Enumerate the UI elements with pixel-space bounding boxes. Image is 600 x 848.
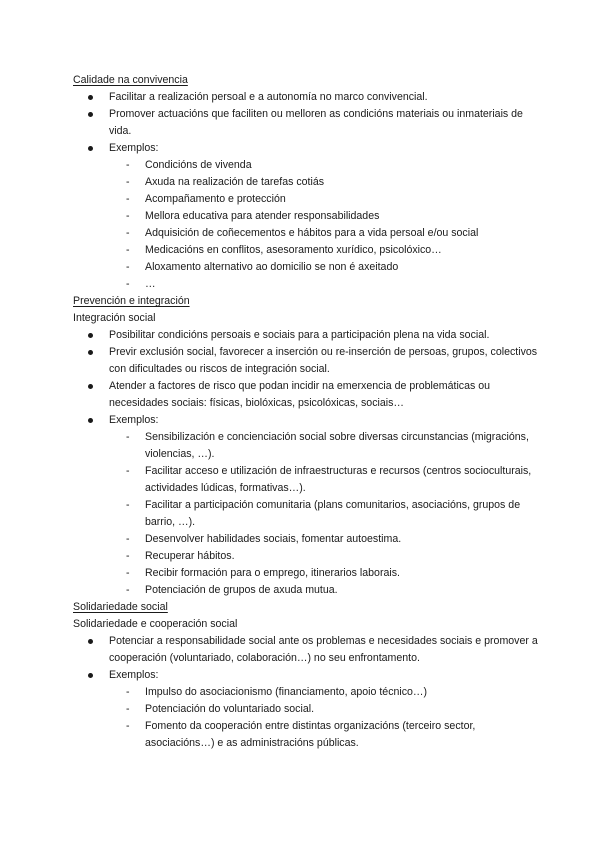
dash-icon: - bbox=[126, 465, 130, 477]
example-text: … bbox=[145, 278, 156, 290]
example-item bbox=[109, 463, 543, 497]
bullet-text: Facilitar a realización persoal e a autonomía no marco convivencial. bbox=[109, 91, 428, 103]
bullet-text: Exemplos: bbox=[109, 669, 159, 681]
bullet-item bbox=[73, 378, 543, 412]
example-item bbox=[109, 531, 543, 548]
bullet-item bbox=[73, 667, 543, 752]
example-item bbox=[109, 174, 543, 191]
example-item bbox=[109, 191, 543, 208]
example-item bbox=[109, 429, 543, 463]
bullet-text: Atender a factores de risco que podan incidir na emerxencia de problemáticas ou necesidades sociais: físicas, biolóxicas, psicolóxicas, sociais… bbox=[109, 380, 491, 409]
bullet-icon bbox=[88, 639, 93, 644]
dash-icon: - bbox=[126, 703, 130, 715]
example-text: Recibir formación para o emprego, itinerarios laborais. bbox=[145, 567, 400, 579]
dash-icon: - bbox=[126, 278, 130, 290]
example-text: Mellora educativa para atender responsabilidades bbox=[145, 210, 380, 222]
section-heading: Solidariedade social bbox=[73, 601, 168, 613]
dash-icon: - bbox=[126, 499, 130, 511]
bullet-text: Promover actuacións que faciliten ou melloren as condicións materiais ou inmateriais de vida. bbox=[109, 108, 523, 137]
bullet-list bbox=[73, 633, 543, 752]
example-text: Potenciación do voluntariado social. bbox=[145, 703, 315, 715]
bullet-list bbox=[73, 89, 543, 293]
bullet-icon bbox=[88, 350, 93, 355]
example-text: Recuperar hábitos. bbox=[145, 550, 235, 562]
example-text: Adquisición de coñecementos e hábitos para a vida persoal e/ou social bbox=[145, 227, 479, 239]
section-heading: Prevención e integración bbox=[73, 295, 190, 307]
section-subheading: Solidariedade e cooperación social bbox=[73, 618, 238, 630]
example-list bbox=[73, 684, 543, 752]
example-item bbox=[109, 497, 543, 531]
bullet-text: Posibilitar condicións persoais e sociais para a participación plena na vida social. bbox=[109, 329, 490, 341]
bullet-text: Potenciar a responsabilidade social ante os problemas e necesidades sociais e promover a cooperación (voluntariado, colaboración…) no seu enfrontamento. bbox=[109, 635, 538, 664]
bullet-item bbox=[73, 89, 543, 106]
bullet-item bbox=[73, 106, 543, 140]
dash-icon: - bbox=[126, 193, 130, 205]
example-item bbox=[109, 157, 543, 174]
dash-icon: - bbox=[126, 176, 130, 188]
example-item bbox=[109, 718, 543, 752]
dash-icon: - bbox=[126, 720, 130, 732]
bullet-text: Exemplos: bbox=[109, 414, 159, 426]
example-item bbox=[109, 701, 543, 718]
bullet-icon bbox=[88, 418, 93, 423]
bullet-item bbox=[73, 327, 543, 344]
bullet-item bbox=[73, 140, 543, 293]
example-text: Sensibilización e concienciación social sobre diversas circunstancias (migracións, violencias, …). bbox=[145, 431, 529, 460]
bullet-icon bbox=[88, 146, 93, 151]
example-item bbox=[109, 548, 543, 565]
dash-icon: - bbox=[126, 261, 130, 273]
dash-icon: - bbox=[126, 550, 130, 562]
bullet-icon bbox=[88, 673, 93, 678]
bullet-icon bbox=[88, 384, 93, 389]
section-heading: Calidade na convivencia bbox=[73, 74, 188, 86]
example-text: Facilitar acceso e utilización de infraestructuras e recursos (centros socioculturais, actividades lúdicas, formativas…). bbox=[145, 465, 532, 494]
dash-icon: - bbox=[126, 227, 130, 239]
example-item bbox=[109, 242, 543, 259]
bullet-icon bbox=[88, 112, 93, 117]
example-item bbox=[109, 259, 543, 276]
bullet-list bbox=[73, 327, 543, 599]
bullet-text: Previr exclusión social, favorecer a inserción ou re-inserción de persoas, grupos, colectivos con dificultades ou riscos de integración social. bbox=[109, 346, 538, 375]
section-subheading: Integración social bbox=[73, 312, 156, 324]
example-text: Potenciación de grupos de axuda mutua. bbox=[145, 584, 338, 596]
dash-icon: - bbox=[126, 567, 130, 579]
dash-icon: - bbox=[126, 584, 130, 596]
example-item bbox=[109, 565, 543, 582]
bullet-item bbox=[73, 344, 543, 378]
dash-icon: - bbox=[126, 210, 130, 222]
example-item bbox=[109, 276, 543, 293]
example-text: Medicacións en conflitos, asesoramento xurídico, psicolóxico… bbox=[145, 244, 442, 256]
example-item bbox=[109, 225, 543, 242]
dash-icon: - bbox=[126, 159, 130, 171]
example-text: Aloxamento alternativo ao domicilio se non é axeitado bbox=[145, 261, 399, 273]
dash-icon: - bbox=[126, 533, 130, 545]
example-item bbox=[109, 208, 543, 225]
example-text: Condicións de vivenda bbox=[145, 159, 252, 171]
bullet-icon bbox=[88, 95, 93, 100]
example-text: Acompañamento e protección bbox=[145, 193, 286, 205]
bullet-item bbox=[73, 633, 543, 667]
dash-icon: - bbox=[126, 431, 130, 443]
example-text: Facilitar a participación comunitaria (plans comunitarios, asociacións, grupos de barrio, …). bbox=[145, 499, 521, 528]
bullet-text: Exemplos: bbox=[109, 142, 159, 154]
document-content bbox=[73, 72, 543, 752]
example-list bbox=[73, 157, 543, 293]
bullet-item bbox=[73, 412, 543, 599]
bullet-icon bbox=[88, 333, 93, 338]
example-list bbox=[73, 429, 543, 599]
example-text: Fomento da cooperación entre distintas organizacións (terceiro sector, asociacións…) e as administracións públicas. bbox=[145, 720, 476, 749]
dash-icon: - bbox=[126, 686, 130, 698]
example-text: Axuda na realización de tarefas cotiás bbox=[145, 176, 325, 188]
example-text: Impulso do asociacionismo (financiamento, apoio técnico…) bbox=[145, 686, 428, 698]
example-text: Desenvolver habilidades sociais, fomentar autoestima. bbox=[145, 533, 402, 545]
dash-icon: - bbox=[126, 244, 130, 256]
example-item bbox=[109, 684, 543, 701]
example-item bbox=[109, 582, 543, 599]
